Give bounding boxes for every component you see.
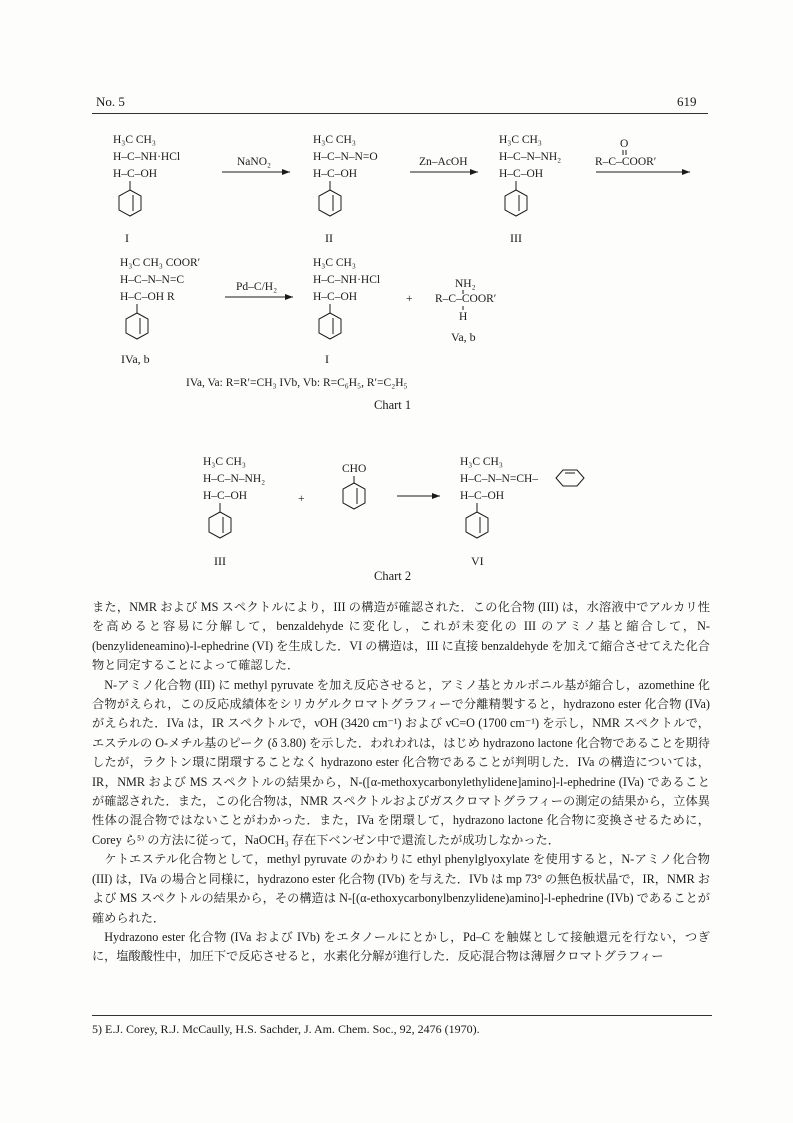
benzene-ring-icon <box>505 190 527 216</box>
body-text <box>92 598 710 967</box>
hc-n-n-c-text: H–C–N–N=C <box>120 274 184 286</box>
page-number: 619 <box>677 94 697 109</box>
chart1-caption: Chart 1 <box>374 398 412 412</box>
ketoester-reagent: R–C–COOR′ <box>595 156 657 168</box>
benzene-ring-icon <box>556 470 584 486</box>
h3c-ch3-coor-text: H₃C CH₃ COOR′ <box>120 257 201 269</box>
h3c-ch3-text: H₃C CH₃ <box>313 257 356 269</box>
paragraph-1: また，NMR および MS スペクトルにより，III の構造が確認された．この化合物 (III) は，水溶液中でアルカリ性を高めると容易に分解して，benzaldehyde に変化し，これが未変化の III のアミノ基と縮合して，N-(benzylideneamino)-l-ephedrine (VI) を生成した．VI の構造は，III に直接 benzaldehyde を加えて縮合させてえた化合物と同定することによって確認した． <box>92 600 710 673</box>
hc-oh-r-text: H–C–OH R <box>120 291 175 303</box>
benzene-ring-icon <box>319 313 341 339</box>
h3c-ch3-text: H₃C CH₃ <box>499 134 542 146</box>
h3c-ch3-text: H₃C CH₃ <box>203 456 246 468</box>
label-II: II <box>325 231 333 245</box>
label-III-chart2: III <box>214 554 226 568</box>
benzene-ring-icon <box>343 483 365 509</box>
reagent-nano2: NaNO₂ <box>237 156 272 168</box>
paragraph-4: Hydrazono ester 化合物 (IVa および IVb) をエタノールにとかし，Pd–C を触媒として接触還元を行ない，つぎに，塩酸酸性中，加圧下で反応させると，水素化分解が進行した．反応混合物は薄層クロマトグラフィー <box>92 929 710 964</box>
compound-II <box>313 134 378 245</box>
rcoor-text: R–C–COOR′ <box>435 293 497 305</box>
compound-III-chart2 <box>203 456 265 568</box>
benzene-ring-icon <box>119 190 141 216</box>
h3c-ch3-text: H₃C CH₃ <box>460 456 503 468</box>
paragraph-2: N-アミノ化合物 (III) に methyl pyruvate を加え反応させると，アミノ基とカルボニル基が縮合し，azomethine 化合物がえられ，この反応成績体をシリカゲルクロマトグラフィーで分離精製すると，hydrazono ester 化合物 (IVa) がえられた．IVa は，IR スペクトルで，νOH (3420 cm⁻¹) および νC=O (1700 cm⁻¹) を示し，NMR スペクトルで，エステルの O-メチル基のピーク (δ 3.80) を示した．われわれは，はじめ hydrazono lactone 化合物であることを期待したが，ラクトン環に閉環することなく hydrazono ester 化合物であることが判明した．IVa の構造については，IR，NMR および MS スペクトルの結果から，N-([α-methoxycarbonylethylidene]amino]-l-ephedrine (IVa) であることが確認された．また，この化合物は，NMR スペクトルおよびガスクロマトグラフィーの測定の結果から，立体異性体の混合物ではないことがわかった．また，IVa を閉環して，hydrazono lactone 化合物に変換させるために，Corey ら⁵⁾ の方法に従って，NaOCH₃ 存在下ベンゼン中で還流したが成功しなかった． <box>92 677 710 847</box>
benzaldehyde <box>342 463 366 509</box>
label-Vab: Va, b <box>451 330 476 344</box>
compound-I <box>113 134 180 245</box>
label-I-product: I <box>325 352 329 366</box>
plus-sign: + <box>298 493 305 505</box>
reagent-zn-acoh: Zn–AcOH <box>419 156 468 168</box>
carbonyl-o: O <box>620 138 629 150</box>
hc-n-nh2-text: H–C–N–NH₂ <box>203 473 266 485</box>
footnote-5: 5) E.J. Corey, R.J. McCaully, H.S. Sachder, J. Am. Chem. Soc., 92, 2476 (1970). <box>92 1022 480 1036</box>
hc-oh-text: H–C–OH <box>313 168 358 180</box>
compound-IV <box>120 257 200 366</box>
h3c-ch3-text: H₃C CH₃ <box>313 134 356 146</box>
compound-V <box>435 278 496 344</box>
hc-nh-hcl-text: H–C–NH·HCl <box>313 274 381 286</box>
paragraph-3: ケトエステル化合物として，methyl pyruvate のかわりに ethyl phenylglyoxylate を使用すると，N-アミノ化合物 (III) は，IVa の場合と同様に，hydrazono ester 化合物 (IVb) を与えた．IVb は mp 73° の無色板状晶で，IR，NMR および MS スペクトルの結果から，その構造は N-[(α-ethoxycarbonylbenzylidene)amino]-l-ephedrine (IVb) であることが確められた． <box>92 852 710 925</box>
compound-VI <box>460 456 584 568</box>
hc-n-no-text: H–C–N–N=O <box>313 151 378 163</box>
benzene-ring-icon <box>126 313 148 339</box>
label-VI: VI <box>471 554 484 568</box>
hc-nh-hcl-text: H–C–NH·HCl <box>113 151 181 163</box>
footnote-rule <box>92 1015 712 1016</box>
nh2-text: NH₂ <box>455 278 476 290</box>
hc-oh-text: H–C–OH <box>203 490 248 502</box>
journal-number: No. 5 <box>96 94 125 109</box>
label-III: III <box>510 231 522 245</box>
plus-sign: + <box>406 293 413 305</box>
compound-III <box>499 134 561 245</box>
hc-oh-text: H–C–OH <box>313 291 358 303</box>
cho-text: CHO <box>342 463 367 475</box>
compound-I-product <box>313 257 380 366</box>
benzene-ring-icon <box>209 512 231 538</box>
reagent-pd-c-h2: Pd–C/H₂ <box>236 281 278 293</box>
benzene-ring-icon <box>466 512 488 538</box>
h-text: H <box>459 311 468 323</box>
hc-n-n-ch-text: H–C–N–N=CH– <box>460 473 539 485</box>
substituent-definitions: IVa, Va: R=R′=CH₃ IVb, Vb: R=C₆H₅, R′=C₂H₅ <box>186 377 408 389</box>
hc-n-nh2-text: H–C–N–NH₂ <box>499 151 562 163</box>
label-IVab: IVa, b <box>121 352 150 366</box>
chart-2 <box>203 456 584 583</box>
hc-oh-text: H–C–OH <box>460 490 505 502</box>
label-I: I <box>125 231 129 245</box>
chart2-caption: Chart 2 <box>374 569 412 583</box>
benzene-ring-icon <box>319 190 341 216</box>
hc-oh-text: H–C–OH <box>113 168 158 180</box>
hc-oh-text: H–C–OH <box>499 168 544 180</box>
h3c-ch3-text: H₃C CH₃ <box>113 134 156 146</box>
